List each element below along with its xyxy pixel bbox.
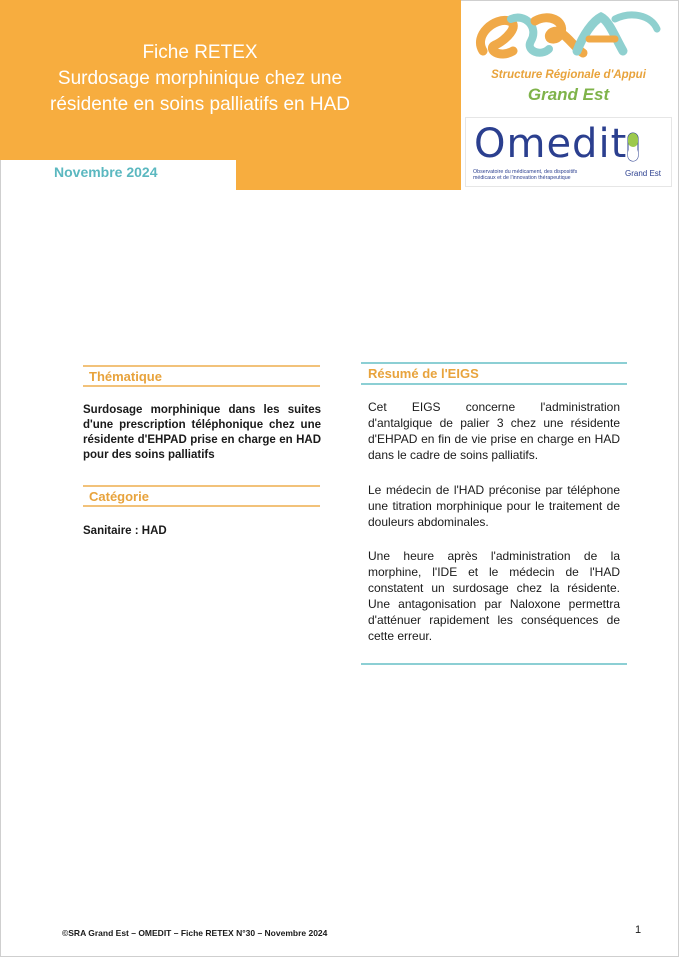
title-line-3: résidente en soins palliatifs en HAD [50,94,350,115]
omedit-wordmark: Omedit [474,121,628,167]
resume-end-rule [361,663,627,665]
thematique-text: Surdosage morphinique dans les suites d'une prescription téléphonique chez une résidente d'EHPAD prise en charge en HAD pour des soins palliatifs [83,404,321,461]
sra-subtitle: Structure Régionale d'Appui [491,69,646,81]
document-date: Novembre 2024 [54,164,158,180]
omedit-region: Grand Est [624,169,661,178]
document-title [10,40,390,118]
title-line-2: Surdosage morphinique chez une [57,68,343,89]
thematique-top-rule [83,365,320,367]
categorie-top-rule [83,485,320,487]
resume-paragraph-1: Cet EIGS concerne l'administration d'antalgique de palier 3 chez une résidente d'EHPAD en fin de vie prise en charge en HAD dans le cadre de soins palliatifs. [368,400,620,462]
resume-paragraph-3: Une heure après l'administration de la morphine, l'IDE et le médecin de l'HAD constatent un surdosage chez la résidente. Une antagonisation par Naloxone permettra d'atténuer rapidement les conséquences de cette erreur. [368,549,620,643]
title-line-1: Fiche RETEX [142,42,258,63]
sra-logo [465,7,672,111]
pill-icon [627,132,639,162]
omedit-tagline: Observatoire du médicament, des dispositifs médicaux et de l'innovation thérapeutique [473,169,578,181]
banner-strip [236,160,461,190]
footer-text: ©SRA Grand Est – OMEDIT – Fiche RETEX N°30 – Novembre 2024 [62,928,328,938]
sra-logo-graphic [465,7,672,69]
resume-heading: Résumé de l'EIGS [368,366,479,381]
resume-paragraph-2: Le médecin de l'HAD préconise par téléphone une titration morphinique pour le traitement de douleurs abdominales. [368,483,620,529]
sra-region: Grand Est [527,85,610,104]
page-number: 1 [635,924,642,936]
categorie-heading: Catégorie [89,489,149,504]
thematique-bottom-rule [83,385,320,387]
categorie-text: Sanitaire : HAD [83,525,167,537]
omedit-logo [465,117,672,187]
categorie-bottom-rule [83,505,320,507]
resume-bottom-rule [361,383,627,385]
resume-top-rule [361,362,627,364]
thematique-heading: Thématique [89,369,162,384]
